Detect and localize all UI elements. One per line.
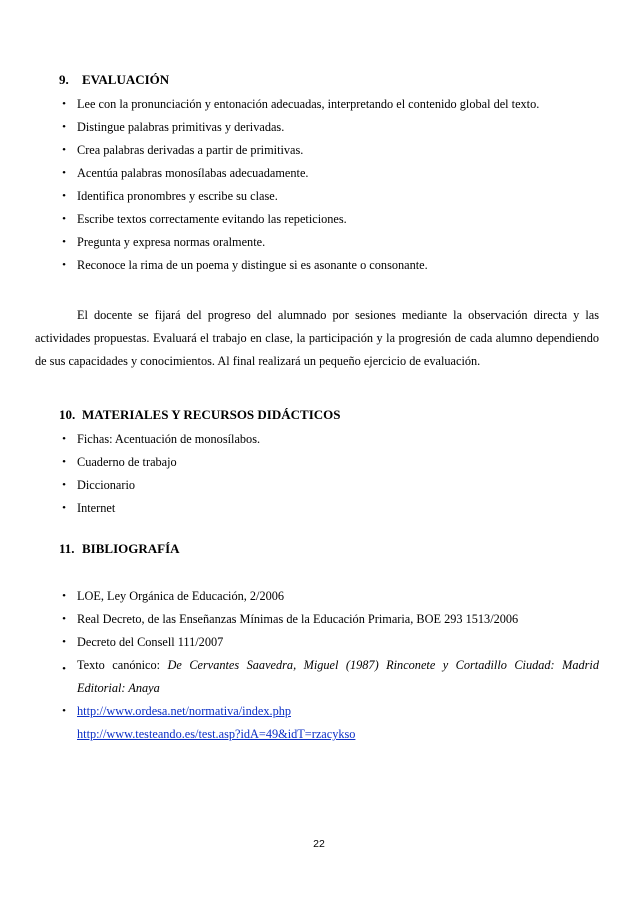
heading-number: 11.: [59, 541, 75, 556]
link-ordesa[interactable]: http://www.ordesa.net/normativa/index.php: [77, 704, 292, 718]
bullet-icon: •: [62, 479, 66, 491]
heading-number: 9.: [59, 72, 69, 87]
bullet-icon: •: [62, 259, 66, 271]
materiales-list: [59, 432, 599, 524]
page-number: 22: [313, 838, 325, 850]
evaluacion-list: [59, 97, 599, 281]
list-item-links: [59, 704, 599, 727]
heading-title: MATERIALES Y RECURSOS DIDÁCTICOS: [82, 407, 341, 422]
heading-bibliografia: [59, 541, 180, 557]
list-item: • Acentúa palabras monosílabas adecuadamente.: [59, 166, 599, 189]
list-item-link-continuation: [59, 727, 599, 750]
list-item: • Distingue palabras primitivas y derivadas.: [59, 120, 599, 143]
evaluacion-paragraph: El docente se fijará del progreso del alumnado por sesiones mediante la observación directa y las actividades propuestas. Evaluará el trabajo en clase, la participación y la progresión de cada alumno dependiendo de sus capacidades y conocimientos. Al final realizará un pequeño ejercicio de evaluación.: [35, 308, 599, 368]
list-item: • Lee con la pronunciación y entonación adecuadas, interpretando el contenido global del texto.: [59, 97, 599, 120]
list-item: • Decreto del Consell 111/2007: [59, 635, 599, 658]
bullet-icon: •: [62, 705, 66, 717]
list-item: • Crea palabras derivadas a partir de primitivas.: [59, 143, 599, 166]
list-item: • Fichas: Acentuación de monosílabos.: [59, 432, 599, 455]
bullet-icon: •: [62, 144, 66, 156]
bibliografia-list: [59, 589, 599, 750]
bullet-icon: •: [62, 636, 66, 648]
bullet-icon: •: [62, 98, 66, 110]
link-testeando[interactable]: http://www.testeando.es/test.asp?idA=49&idT=rzacykso: [77, 727, 356, 741]
bullet-icon: •: [62, 236, 66, 248]
bullet-icon: •: [62, 502, 66, 514]
list-item-canonical-text: • Texto canónico: De Cervantes Saavedra, Miguel (1987) Rinconete y Cortadillo Ciudad: Madrid Editorial: Anaya: [59, 654, 599, 700]
list-item: • Internet: [59, 501, 599, 524]
list-item: • LOE, Ley Orgánica de Educación, 2/2006: [59, 589, 599, 612]
bullet-icon: •: [62, 167, 66, 179]
bullet-icon: •: [62, 590, 66, 602]
list-item: • Diccionario: [59, 478, 599, 501]
bullet-icon: •: [62, 121, 66, 133]
bullet-icon: •: [62, 663, 66, 675]
list-item: • Reconoce la rima de un poema y distingue si es asonante o consonante.: [59, 258, 599, 281]
bullet-icon: •: [62, 456, 66, 468]
heading-title: BIBLIOGRAFÍA: [82, 541, 180, 556]
list-item: • Pregunta y expresa normas oralmente.: [59, 235, 599, 258]
heading-evaluacion: [59, 72, 169, 88]
bullet-icon: •: [62, 190, 66, 202]
heading-number: 10.: [59, 407, 76, 422]
list-item: • Cuaderno de trabajo: [59, 455, 599, 478]
list-item: • Identifica pronombres y escribe su clase.: [59, 189, 599, 212]
list-item: • Real Decreto, de las Enseñanzas Mínimas de la Educación Primaria, BOE 293 1513/2006: [59, 612, 599, 635]
list-item: • Escribe textos correctamente evitando las repeticiones.: [59, 212, 599, 235]
heading-title: EVALUACIÓN: [82, 72, 170, 87]
heading-materiales: [59, 407, 340, 423]
bullet-icon: •: [62, 613, 66, 625]
bullet-icon: •: [62, 213, 66, 225]
bullet-icon: •: [62, 433, 66, 445]
canonical-text: De Cervantes Saavedra, Miguel (1987) Rinconete y Cortadillo Ciudad: Madrid Editorial: Anaya: [77, 658, 599, 695]
